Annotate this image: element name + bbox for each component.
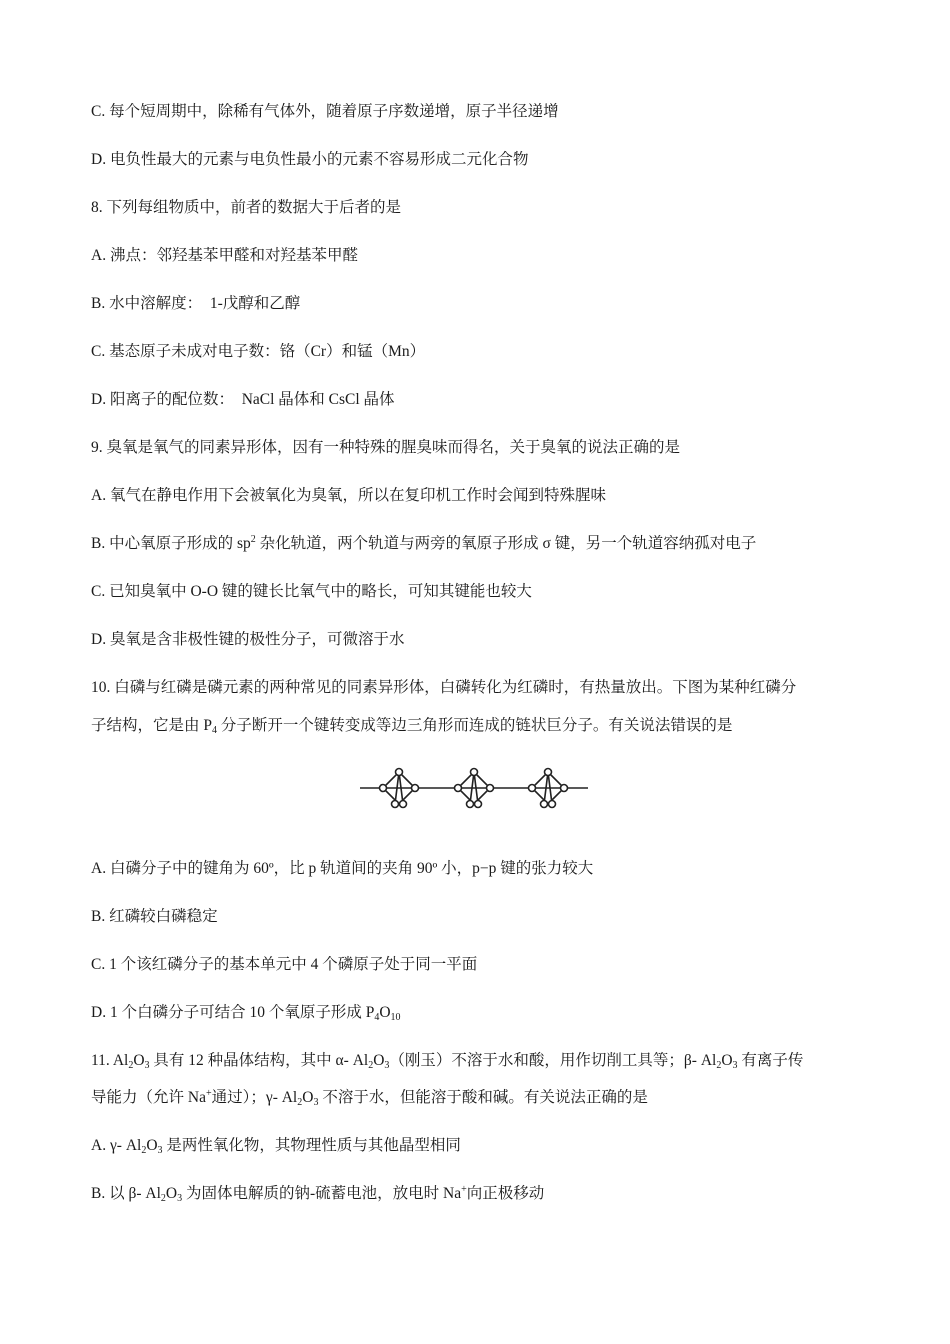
q11-stem-line1: 11. $Al_2O_3$ 具有 12 种晶体结构，其中 α- $Al_2O_3$（刚玉）不溶于水和酸，用作切削工具等；β- $Al_2O_3$ 有离子传 bbox=[91, 1052, 804, 1071]
q10-option-a: A. 白磷分子中的键角为 60º，比 p 轨道间的夹角 90º 小，p−p 键的张力较大 bbox=[91, 860, 594, 877]
q9-option-b: B. 中心氧原子形成的 $sp^2$ 杂化轨道，两个轨道与两旁的氧原子形成 σ 键，另一个轨道容纳孤对电子 bbox=[91, 534, 757, 552]
q9-option-c: C. 已知臭氧中 O-O 键的键长比氧气中的略长，可知其键能也较大 bbox=[91, 583, 532, 600]
q11-option-b: B. 以 β- $Al_2O_3$ 为固体电解质的钠-硫蓄电池，放电时 Na+向正极移动 bbox=[91, 1184, 545, 1204]
q10-stem-line1: 10. 白磷与红磷是磷元素的两种常见的同素异形体，白磷转化为红磷时，有热量放出。下图为某种红磷分 bbox=[91, 679, 797, 696]
red-phosphorus-chain-figure bbox=[358, 764, 590, 812]
q8-option-a: A. 沸点：邻羟基苯甲醛和对羟基苯甲醛 bbox=[91, 247, 358, 264]
q10-option-c: C. 1 个该红磷分子的基本单元中 4 个磷原子处于同一平面 bbox=[91, 956, 478, 973]
q9-option-d: D. 臭氧是含非极性键的极性分子，可微溶于水 bbox=[91, 631, 405, 648]
q11-stem-line2: 导能力（允许 Na+通过）；γ- $Al_2O_3$ 不溶于水，但能溶于酸和碱。有关说法正确的是 bbox=[91, 1088, 648, 1108]
q9-stem: 9. 臭氧是氧气的同素异形体，因有一种特殊的腥臭味而得名，关于臭氧的说法正确的是 bbox=[91, 439, 681, 456]
q8-option-c: C. 基态原子未成对电子数：铬（Cr）和锰（Mn） bbox=[91, 343, 426, 360]
q11-option-a: A. γ- $Al_2O_3$ 是两性氧化物，其物理性质与其他晶型相同 bbox=[91, 1137, 461, 1156]
q8-option-b: B. 水中溶解度： 1-戊醇和乙醇 bbox=[91, 295, 301, 312]
q10-option-d: D. 1 个白磷分子可结合 10 个氧原子形成 $P_4O_{10}$ bbox=[91, 1004, 401, 1023]
q10-option-b: B. 红磷较白磷稳定 bbox=[91, 908, 218, 925]
q10-stem-line2: 子结构，它是由 $P_4$ 分子断开一个键转变成等边三角形而连成的链状巨分子。有关说法错误的是 bbox=[91, 717, 733, 736]
q7-option-c: C. 每个短周期中，除稀有气体外，随着原子序数递增，原子半径递增 bbox=[91, 103, 559, 120]
q7-option-d: D. 电负性最大的元素与电负性最小的元素不容易形成二元化合物 bbox=[91, 151, 529, 168]
q9-option-a: A. 氧气在静电作用下会被氧化为臭氧，所以在复印机工作时会闻到特殊腥味 bbox=[91, 487, 606, 504]
q8-option-d: D. 阳离子的配位数： NaCl 晶体和 CsCl 晶体 bbox=[91, 391, 395, 408]
q8-stem: 8. 下列每组物质中，前者的数据大于后者的是 bbox=[91, 199, 402, 216]
